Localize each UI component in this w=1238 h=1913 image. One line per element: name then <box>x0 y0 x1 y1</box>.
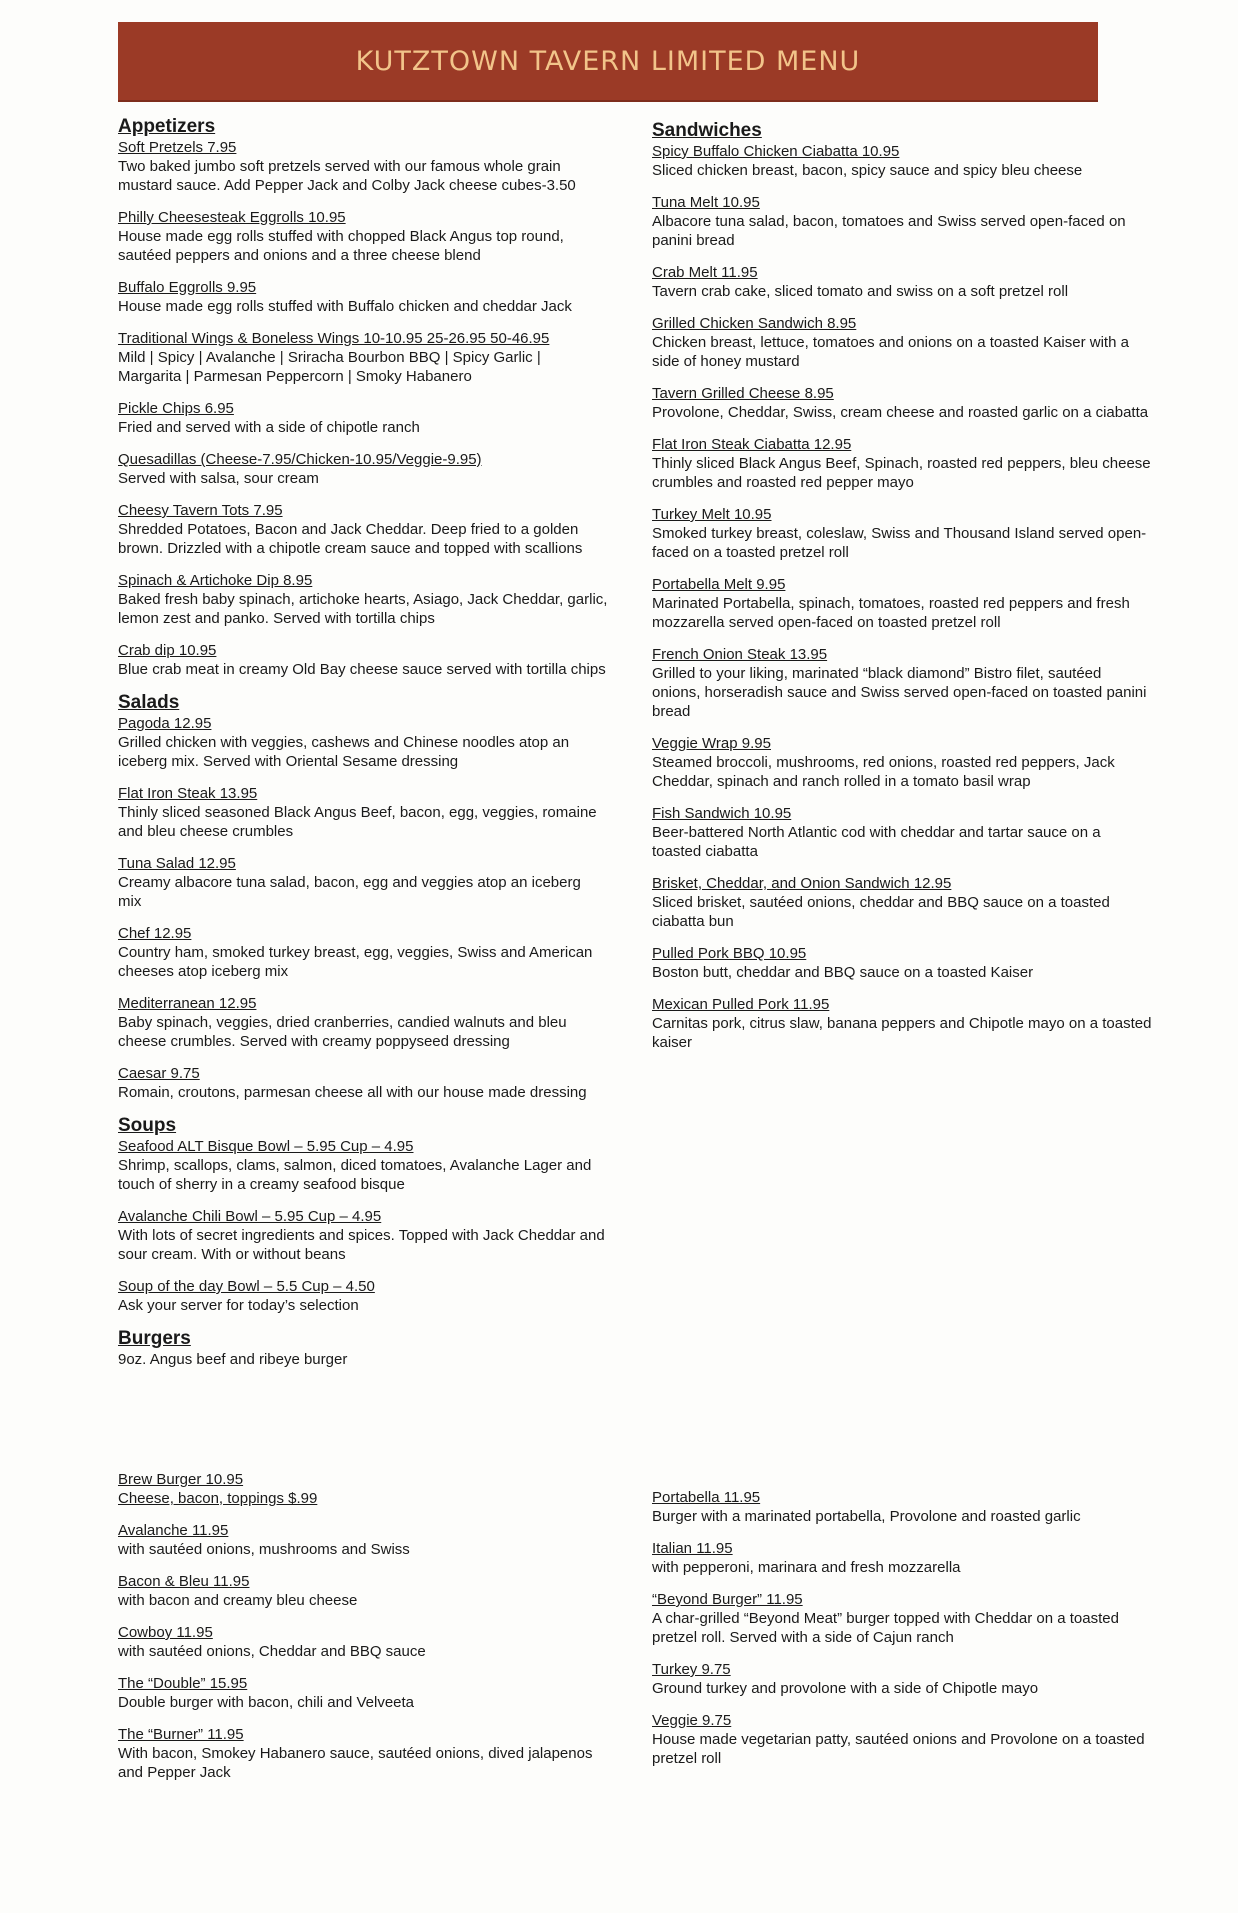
menu-item <box>118 784 608 841</box>
menu-item-description: Creamy albacore tuna salad, bacon, egg and veggies atop an iceberg mix <box>118 874 581 910</box>
sandwiches-section <box>652 120 1152 1052</box>
menu-item-name: Soup of the day Bowl – 5.5 Cup – 4.50 <box>118 1278 375 1295</box>
menu-item <box>118 1470 608 1508</box>
menu-item-description: Mild | Spicy | Avalanche | Sriracha Bourbon BBQ | Spicy Garlic | Margarita | Parmesan Peppercorn | Smoky Habanero <box>118 349 541 385</box>
menu-item-description: Baby spinach, veggies, dried cranberries, candied walnuts and bleu cheese crumbles. Served with creamy poppyseed dressing <box>118 1014 567 1050</box>
menu-item-name: Portabella 11.95 <box>652 1489 761 1506</box>
menu-item-name: Veggie Wrap 9.95 <box>652 735 771 752</box>
menu-item <box>118 1623 608 1661</box>
menu-item <box>118 924 608 981</box>
menu-item-description: Served with salsa, sour cream <box>118 470 319 487</box>
menu-item <box>652 384 1152 422</box>
menu-item-description: Burger with a marinated portabella, Provolone and roasted garlic <box>652 1508 1081 1525</box>
menu-item-description: Sliced brisket, sautéed onions, cheddar and BBQ sauce on a toasted ciabatta bun <box>652 894 1110 930</box>
menu-item-name: Turkey 9.75 <box>652 1661 731 1678</box>
menu-item-name: Spicy Buffalo Chicken Ciabatta 10.95 <box>652 143 900 160</box>
menu-item <box>118 1277 608 1315</box>
menu-item-description: Baked fresh baby spinach, artichoke hearts, Asiago, Jack Cheddar, garlic, lemon zest and panko. Served with tortilla chips <box>118 591 608 627</box>
menu-item-description: Beer-battered North Atlantic cod with cheddar and tartar sauce on a toasted ciabatta <box>652 824 1101 860</box>
menu-item-name: Chef 12.95 <box>118 925 192 942</box>
burgers-section <box>118 1328 608 1369</box>
menu-item-name: Crab Melt 11.95 <box>652 264 758 281</box>
menu-item <box>652 995 1152 1052</box>
menu-item <box>118 399 608 437</box>
menu-item-name: Veggie 9.75 <box>652 1712 732 1729</box>
soups-heading: Soups <box>118 1115 177 1136</box>
menu-item-description: Ask your server for today’s selection <box>118 1297 359 1314</box>
menu-item-description: with bacon and creamy bleu cheese <box>118 1592 358 1609</box>
menu-item-name: Crab dip 10.95 <box>118 642 217 659</box>
menu-item-description: with sautéed onions, Cheddar and BBQ sauce <box>118 1643 426 1660</box>
menu-item <box>118 501 608 558</box>
menu-item <box>652 734 1152 791</box>
menu-item-description: Thinly sliced seasoned Black Angus Beef, bacon, egg, veggies, romaine and bleu cheese crumbles <box>118 804 597 840</box>
menu-item <box>118 1521 608 1559</box>
menu-item-name: Fish Sandwich 10.95 <box>652 805 792 822</box>
menu-item <box>652 645 1152 721</box>
menu-item-description: Boston butt, cheddar and BBQ sauce on a toasted Kaiser <box>652 964 1034 981</box>
menu-item-name: Tuna Salad 12.95 <box>118 855 236 872</box>
menu-item <box>118 450 608 488</box>
menu-item-name: Soft Pretzels 7.95 <box>118 139 237 156</box>
menu-item <box>652 505 1152 562</box>
menu-item-name: Buffalo Eggrolls 9.95 <box>118 279 257 296</box>
burgers-left-column <box>118 1470 608 1795</box>
menu-item <box>652 1711 1152 1768</box>
soups-list <box>118 1137 608 1315</box>
menu-item-description: Chicken breast, lettuce, tomatoes and onions on a toasted Kaiser with a side of honey mustard <box>652 334 1129 370</box>
menu-item <box>118 1572 608 1610</box>
menu-item-description: Carnitas pork, citrus slaw, banana peppers and Chipotle mayo on a toasted kaiser <box>652 1015 1152 1051</box>
burgers-heading: Burgers <box>118 1328 191 1349</box>
burgers-right-column <box>652 1488 1152 1781</box>
menu-item <box>652 1488 1152 1526</box>
menu-item-name: Seafood ALT Bisque Bowl – 5.95 Cup – 4.95 <box>118 1138 414 1155</box>
menu-item-name: Italian 11.95 <box>652 1540 733 1557</box>
menu-item <box>652 1539 1152 1577</box>
menu-item-name: Brisket, Cheddar, and Onion Sandwich 12.95 <box>652 875 952 892</box>
menu-item-name: Flat Iron Steak 13.95 <box>118 785 258 802</box>
left-column <box>118 116 608 1379</box>
soups-section <box>118 1115 608 1315</box>
menu-item-description: with sautéed onions, mushrooms and Swiss <box>118 1541 410 1558</box>
menu-item <box>652 1660 1152 1698</box>
salads-list <box>118 714 608 1102</box>
appetizers-section <box>118 116 608 679</box>
burgers-left-list <box>118 1470 608 1782</box>
menu-item <box>118 1207 608 1264</box>
menu-item-name: The “Burner” 11.95 <box>118 1726 244 1743</box>
menu-item-description: Country ham, smoked turkey breast, egg, veggies, Swiss and American cheeses atop iceberg mix <box>118 944 593 980</box>
menu-item-name: Pulled Pork BBQ 10.95 <box>652 945 807 962</box>
menu-item <box>118 714 608 771</box>
menu-item-name: “Beyond Burger” 11.95 <box>652 1591 803 1608</box>
right-column <box>652 120 1152 1065</box>
appetizers-heading: Appetizers <box>118 116 216 137</box>
menu-item <box>118 1725 608 1782</box>
salads-section <box>118 692 608 1102</box>
sandwiches-heading: Sandwiches <box>652 120 762 141</box>
menu-item <box>652 435 1152 492</box>
menu-item-description: With bacon, Smokey Habanero sauce, sautéed onions, dived jalapenos and Pepper Jack <box>118 1745 593 1781</box>
menu-header-banner <box>118 22 1098 100</box>
menu-item-name: The “Double” 15.95 <box>118 1675 248 1692</box>
menu-item <box>118 994 608 1051</box>
menu-item-name: Quesadillas (Cheese-7.95/Chicken-10.95/Veggie-9.95) <box>118 451 482 468</box>
menu-item <box>118 329 608 386</box>
menu-item <box>652 193 1152 250</box>
menu-item <box>118 138 608 195</box>
menu-item-description: Shredded Potatoes, Bacon and Jack Cheddar. Deep fried to a golden brown. Drizzled with a chipotle cream sauce and topped with scallions <box>118 521 583 557</box>
menu-item <box>652 944 1152 982</box>
menu-item <box>652 314 1152 371</box>
menu-item-name: Avalanche 11.95 <box>118 1522 229 1539</box>
menu-item-description: Thinly sliced Black Angus Beef, Spinach, roasted red peppers, bleu cheese crumbles and roasted red pepper mayo <box>652 455 1151 491</box>
menu-item-name: Philly Cheesesteak Eggrolls 10.95 <box>118 209 346 226</box>
menu-item-name: Cheesy Tavern Tots 7.95 <box>118 502 283 519</box>
menu-item-description: Cheese, bacon, toppings $.99 <box>118 1490 318 1507</box>
sandwiches-list <box>652 142 1152 1052</box>
menu-item <box>652 142 1152 180</box>
burgers-right-list <box>652 1488 1152 1768</box>
burgers-note: 9oz. Angus beef and ribeye burger <box>118 1351 348 1368</box>
menu-item <box>652 804 1152 861</box>
menu-item-name: Turkey Melt 10.95 <box>652 506 772 523</box>
menu-item-description: Fried and served with a side of chipotle ranch <box>118 419 420 436</box>
menu-item-name: French Onion Steak 13.95 <box>652 646 828 663</box>
menu-item-description: Double burger with bacon, chili and Velveeta <box>118 1694 415 1711</box>
menu-item <box>118 571 608 628</box>
menu-item-description: with pepperoni, marinara and fresh mozzarella <box>652 1559 961 1576</box>
menu-item-description: Tavern crab cake, sliced tomato and swiss on a soft pretzel roll <box>652 283 1069 300</box>
menu-item-name: Spinach & Artichoke Dip 8.95 <box>118 572 313 589</box>
menu-item <box>118 854 608 911</box>
menu-item-description: House made vegetarian patty, sautéed onions and Provolone on a toasted pretzel roll <box>652 1731 1145 1767</box>
menu-item-description: Two baked jumbo soft pretzels served with our famous whole grain mustard sauce. Add Pepper Jack and Colby Jack cheese cubes-3.50 <box>118 158 576 194</box>
menu-item <box>652 1590 1152 1647</box>
menu-item <box>652 575 1152 632</box>
menu-item-name: Avalanche Chili Bowl – 5.95 Cup – 4.95 <box>118 1208 382 1225</box>
menu-item-name: Mediterranean 12.95 <box>118 995 257 1012</box>
menu-item-description: Grilled chicken with veggies, cashews and Chinese noodles atop an iceberg mix. Served with Oriental Sesame dressing <box>118 734 570 770</box>
menu-item-name: Traditional Wings & Boneless Wings 10-10.95 25-26.95 50-46.95 <box>118 330 550 347</box>
menu-item <box>118 1674 608 1712</box>
appetizers-list <box>118 138 608 679</box>
menu-item <box>118 1064 608 1102</box>
menu-item-description: Shrimp, scallops, clams, salmon, diced tomatoes, Avalanche Lager and touch of sherry in a creamy seafood bisque <box>118 1157 592 1193</box>
menu-item-name: Caesar 9.75 <box>118 1065 200 1082</box>
menu-item-description: Blue crab meat in creamy Old Bay cheese sauce served with tortilla chips <box>118 661 606 678</box>
menu-item-description: Marinated Portabella, spinach, tomatoes, roasted red peppers and fresh mozzarella served open-faced on toasted pretzel roll <box>652 595 1130 631</box>
menu-item <box>652 263 1152 301</box>
menu-item-description: Grilled to your liking, marinated “black diamond” Bistro filet, sautéed onions, horseradish sauce and Swiss served open-faced on toasted panini bread <box>652 665 1147 720</box>
menu-item <box>118 278 608 316</box>
menu-item-name: Mexican Pulled Pork 11.95 <box>652 996 830 1013</box>
menu-item <box>118 1137 608 1194</box>
menu-item-description: Sliced chicken breast, bacon, spicy sauce and spicy bleu cheese <box>652 162 1083 179</box>
menu-item-name: Tuna Melt 10.95 <box>652 194 760 211</box>
menu-item-description: A char-grilled “Beyond Meat” burger topped with Cheddar on a toasted pretzel roll. Served with a side of Cajun ranch <box>652 1610 1119 1646</box>
menu-item-name: Flat Iron Steak Ciabatta 12.95 <box>652 436 852 453</box>
salads-heading: Salads <box>118 692 180 713</box>
menu-item-name: Grilled Chicken Sandwich 8.95 <box>652 315 857 332</box>
menu-item-name: Pagoda 12.95 <box>118 715 212 732</box>
menu-item <box>118 641 608 679</box>
menu-item <box>118 208 608 265</box>
menu-item-description: With lots of secret ingredients and spices. Topped with Jack Cheddar and sour cream. With or without beans <box>118 1227 605 1263</box>
menu-item-name: Portabella Melt 9.95 <box>652 576 786 593</box>
menu-item <box>652 874 1152 931</box>
menu-item-description: Steamed broccoli, mushrooms, red onions, roasted red peppers, Jack Cheddar, spinach and ranch rolled in a tomato basil wrap <box>652 754 1115 790</box>
menu-item-name: Tavern Grilled Cheese 8.95 <box>652 385 834 402</box>
menu-item-description: Provolone, Cheddar, Swiss, cream cheese and roasted garlic on a ciabatta <box>652 404 1149 421</box>
menu-item-name: Brew Burger 10.95 <box>118 1471 244 1488</box>
menu-item-description: Smoked turkey breast, coleslaw, Swiss and Thousand Island served open-faced on a toasted pretzel roll <box>652 525 1147 561</box>
menu-item-description: Ground turkey and provolone with a side of Chipotle mayo <box>652 1680 1039 1697</box>
menu-item-name: Cowboy 11.95 <box>118 1624 213 1641</box>
menu-item-name: Bacon & Bleu 11.95 <box>118 1573 250 1590</box>
menu-title: KUTZTOWN TAVERN LIMITED MENU <box>355 45 861 77</box>
menu-item-description: House made egg rolls stuffed with Buffalo chicken and cheddar Jack <box>118 298 572 315</box>
menu-item-description: Albacore tuna salad, bacon, tomatoes and Swiss served open-faced on panini bread <box>652 213 1126 249</box>
menu-item-description: House made egg rolls stuffed with chopped Black Angus top round, sautéed peppers and onions and a three cheese blend <box>118 228 564 264</box>
menu-item-name: Pickle Chips 6.95 <box>118 400 234 417</box>
menu-item-description: Romain, croutons, parmesan cheese all with our house made dressing <box>118 1084 587 1101</box>
